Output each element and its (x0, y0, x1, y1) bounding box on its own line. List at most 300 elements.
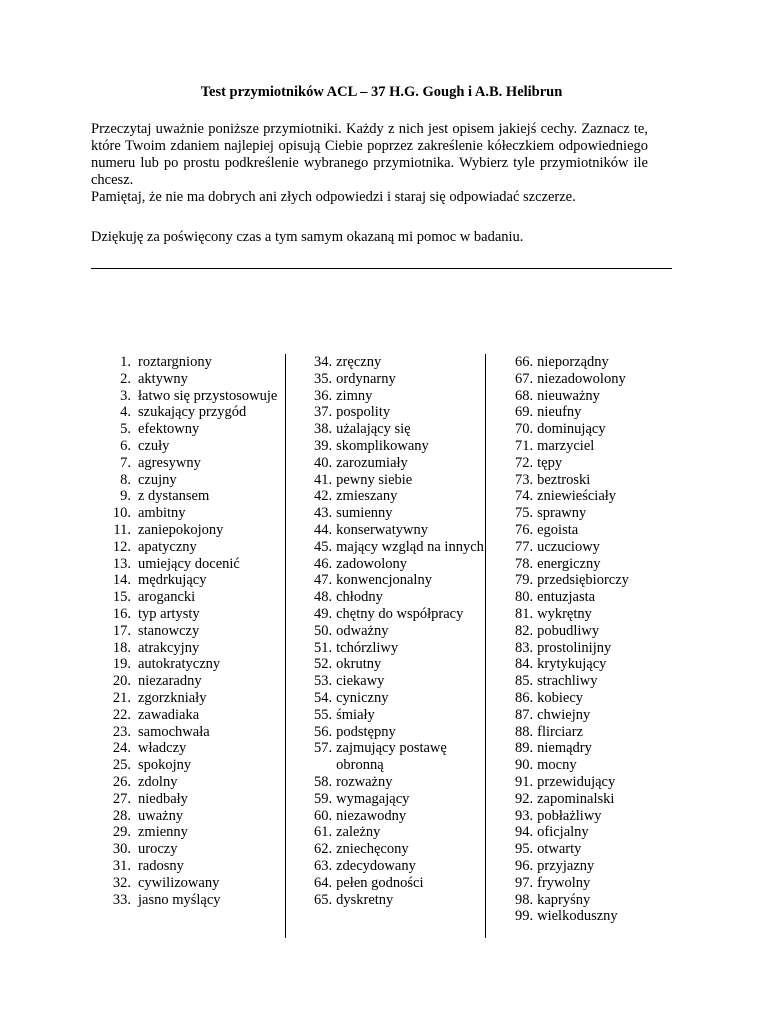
item-number[interactable]: 12. (112, 538, 131, 555)
adjective-label[interactable]: kapryśny (537, 891, 591, 908)
adjective-item[interactable] (108, 455, 278, 472)
item-number[interactable]: 75. (515, 505, 534, 522)
adjective-label[interactable]: zimny (336, 387, 373, 404)
adjective-label[interactable]: uroczy (138, 841, 178, 858)
item-number[interactable]: 16. (112, 605, 131, 622)
adjective-label[interactable]: zniewieściały (537, 488, 617, 505)
adjective-label[interactable]: użalający się (336, 421, 411, 438)
adjective-item[interactable] (108, 791, 278, 808)
item-number[interactable]: 87. (515, 706, 534, 723)
item-number[interactable]: 69. (515, 404, 534, 421)
adjective-item[interactable] (314, 421, 486, 438)
adjective-label[interactable]: mocny (537, 757, 577, 774)
adjective-label[interactable]: atrakcyjny (138, 639, 200, 656)
item-number[interactable]: 37. (314, 404, 333, 421)
adjective-label[interactable]: pewny siebie (336, 471, 413, 488)
adjective-label[interactable]: zajmujący postawę obronną (336, 740, 447, 774)
adjective-item[interactable] (108, 505, 278, 522)
item-number[interactable]: 5. (120, 421, 131, 438)
adjective-item[interactable] (515, 606, 650, 623)
adjective-item[interactable] (515, 774, 650, 791)
adjective-label[interactable]: z dystansem (138, 488, 210, 505)
adjective-label[interactable]: dominujący (537, 421, 606, 438)
adjective-item[interactable] (515, 522, 650, 539)
adjective-label[interactable]: egoista (537, 521, 579, 538)
adjective-item[interactable] (314, 371, 486, 388)
adjective-item[interactable] (108, 589, 278, 606)
adjective-item[interactable] (314, 875, 486, 892)
item-number[interactable]: 59. (314, 790, 333, 807)
adjective-label[interactable]: energiczny (537, 555, 601, 572)
adjective-item[interactable] (515, 572, 650, 589)
adjective-label[interactable]: konwencjonalny (336, 572, 432, 589)
item-number[interactable]: 51. (314, 639, 333, 656)
adjective-label[interactable]: zmienny (138, 824, 188, 841)
adjective-label[interactable]: nieufny (537, 404, 582, 421)
item-number[interactable]: 38. (314, 421, 333, 438)
adjective-item[interactable] (108, 472, 278, 489)
adjective-item[interactable] (108, 354, 278, 371)
adjective-label[interactable]: niezaradny (138, 673, 202, 690)
adjective-item[interactable] (515, 556, 650, 573)
adjective-item[interactable] (108, 892, 278, 909)
adjective-label[interactable]: nieuważny (537, 387, 600, 404)
item-number[interactable]: 14. (112, 572, 131, 589)
item-number[interactable]: 26. (112, 773, 131, 790)
item-number[interactable]: 24. (112, 740, 131, 757)
adjective-label[interactable]: spokojny (138, 757, 192, 774)
adjective-item[interactable] (108, 438, 278, 455)
adjective-label[interactable]: odważny (336, 622, 389, 639)
adjective-label[interactable]: zdecydowany (336, 857, 416, 874)
adjective-item[interactable] (515, 690, 650, 707)
adjective-label[interactable]: entuzjasta (537, 589, 596, 606)
adjective-item[interactable] (314, 640, 486, 657)
adjective-item[interactable] (314, 774, 486, 791)
adjective-item[interactable] (314, 623, 486, 640)
adjective-label[interactable]: czuły (138, 437, 170, 454)
adjective-label[interactable]: wielkoduszny (537, 908, 618, 925)
item-number[interactable]: 54. (314, 689, 333, 706)
item-number[interactable]: 71. (515, 437, 534, 454)
adjective-label[interactable]: tchórzliwy (336, 639, 399, 656)
adjective-item[interactable] (108, 371, 278, 388)
item-number[interactable]: 15. (112, 589, 131, 606)
item-number[interactable]: 85. (515, 673, 534, 690)
adjective-item[interactable] (515, 640, 650, 657)
adjective-item[interactable] (314, 438, 486, 455)
adjective-label[interactable]: okrutny (336, 656, 382, 673)
item-number[interactable]: 28. (112, 807, 131, 824)
adjective-item[interactable] (108, 673, 278, 690)
adjective-item[interactable] (314, 673, 486, 690)
adjective-item[interactable] (314, 791, 486, 808)
adjective-item[interactable] (314, 589, 486, 606)
adjective-label[interactable]: szukający przygód (138, 404, 247, 421)
item-number[interactable]: 89. (515, 740, 534, 757)
adjective-label[interactable]: niezawodny (336, 807, 407, 824)
item-number[interactable]: 30. (112, 841, 131, 858)
adjective-label[interactable]: zapominalski (537, 790, 615, 807)
adjective-label[interactable]: ciekawy (336, 673, 385, 690)
adjective-label[interactable]: pobłażliwy (537, 807, 602, 824)
adjective-label[interactable]: przyjazny (537, 857, 595, 874)
adjective-label[interactable]: pobudliwy (537, 622, 600, 639)
adjective-item[interactable] (515, 623, 650, 640)
adjective-item[interactable] (108, 656, 278, 673)
adjective-label[interactable]: prostolinijny (537, 639, 612, 656)
item-number[interactable]: 93. (515, 807, 534, 824)
adjective-label[interactable]: stanowczy (138, 622, 200, 639)
adjective-item[interactable] (314, 404, 486, 421)
item-number[interactable]: 23. (112, 723, 131, 740)
item-number[interactable]: 4. (120, 404, 131, 421)
adjective-item[interactable] (314, 572, 486, 589)
item-number[interactable]: 77. (515, 538, 534, 555)
adjective-label[interactable]: uczuciowy (537, 538, 600, 555)
adjective-item[interactable] (108, 707, 278, 724)
item-number[interactable]: 67. (515, 370, 534, 387)
adjective-item[interactable] (515, 858, 650, 875)
item-number[interactable]: 70. (515, 421, 534, 438)
item-number[interactable]: 91. (515, 773, 534, 790)
adjective-item[interactable] (314, 707, 486, 724)
item-number[interactable]: 8. (120, 471, 131, 488)
item-number[interactable]: 44. (314, 521, 333, 538)
adjective-item[interactable] (108, 606, 278, 623)
adjective-label[interactable]: marzyciel (537, 437, 595, 454)
adjective-label[interactable]: zgorzkniały (138, 689, 207, 706)
adjective-label[interactable]: zniechęcony (336, 841, 409, 858)
adjective-item[interactable] (108, 421, 278, 438)
adjective-label[interactable]: sprawny (537, 505, 587, 522)
item-number[interactable]: 1. (120, 354, 131, 370)
adjective-label[interactable]: chętny do współpracy (336, 605, 464, 622)
item-number[interactable]: 90. (515, 757, 534, 774)
adjective-item[interactable] (314, 858, 486, 875)
adjective-label[interactable]: otwarty (537, 841, 582, 858)
item-number[interactable]: 79. (515, 572, 534, 589)
item-number[interactable]: 98. (515, 891, 534, 908)
item-number[interactable]: 99. (515, 908, 534, 925)
adjective-item[interactable] (108, 640, 278, 657)
adjective-label[interactable]: typ artysty (138, 605, 200, 622)
adjective-item[interactable] (515, 472, 650, 489)
adjective-label[interactable]: strachliwy (537, 673, 598, 690)
item-number[interactable]: 62. (314, 841, 333, 858)
adjective-label[interactable]: podstępny (336, 723, 396, 740)
item-number[interactable]: 18. (112, 639, 131, 656)
adjective-item[interactable] (314, 388, 486, 405)
adjective-label[interactable]: aktywny (138, 370, 188, 387)
adjective-label[interactable]: konserwatywny (336, 521, 428, 538)
adjective-label[interactable]: zręczny (336, 354, 382, 370)
adjective-label[interactable]: samochwała (138, 723, 210, 740)
adjective-item[interactable] (108, 875, 278, 892)
item-number[interactable]: 80. (515, 589, 534, 606)
adjective-label[interactable]: roztargniony (138, 354, 212, 370)
adjective-label[interactable]: apatyczny (138, 538, 197, 555)
item-number[interactable]: 47. (314, 572, 333, 589)
adjective-item[interactable] (515, 505, 650, 522)
adjective-label[interactable]: zaniepokojony (138, 521, 224, 538)
item-number[interactable]: 58. (314, 773, 333, 790)
adjective-label[interactable]: niezadowolony (537, 370, 626, 387)
item-number[interactable]: 6. (120, 437, 131, 454)
adjective-item[interactable] (108, 539, 278, 556)
adjective-item[interactable] (314, 841, 486, 858)
item-number[interactable]: 27. (112, 790, 131, 807)
adjective-item[interactable] (108, 388, 278, 405)
adjective-label[interactable]: niemądry (537, 740, 592, 757)
adjective-item[interactable] (314, 539, 486, 556)
adjective-item[interactable] (515, 404, 650, 421)
item-number[interactable]: 56. (314, 723, 333, 740)
adjective-label[interactable]: zależny (336, 824, 381, 841)
adjective-item[interactable] (314, 724, 486, 741)
adjective-item[interactable] (515, 791, 650, 808)
item-number[interactable]: 7. (120, 454, 131, 471)
adjective-item[interactable] (108, 858, 278, 875)
adjective-item[interactable] (515, 908, 650, 925)
adjective-item[interactable] (515, 455, 650, 472)
item-number[interactable]: 86. (515, 689, 534, 706)
item-number[interactable]: 64. (314, 874, 333, 891)
adjective-item[interactable] (314, 522, 486, 539)
item-number[interactable]: 40. (314, 454, 333, 471)
adjective-label[interactable]: skomplikowany (336, 437, 429, 454)
adjective-item[interactable] (314, 606, 486, 623)
adjective-item[interactable] (314, 690, 486, 707)
item-number[interactable]: 92. (515, 790, 534, 807)
item-number[interactable]: 3. (120, 387, 131, 404)
adjective-item[interactable] (108, 404, 278, 421)
adjective-item[interactable] (515, 824, 650, 841)
adjective-label[interactable]: pełen godności (336, 874, 424, 891)
item-number[interactable]: 82. (515, 622, 534, 639)
adjective-label[interactable]: łatwo się przystosowuje (138, 387, 278, 404)
item-number[interactable]: 83. (515, 639, 534, 656)
adjective-item[interactable] (314, 472, 486, 489)
item-number[interactable]: 50. (314, 622, 333, 639)
item-number[interactable]: 52. (314, 656, 333, 673)
adjective-label[interactable]: radosny (138, 857, 184, 874)
column-divider (285, 354, 286, 938)
adjective-item[interactable] (515, 371, 650, 388)
item-number[interactable]: 20. (112, 673, 131, 690)
adjective-item[interactable] (314, 556, 486, 573)
adjective-item[interactable] (108, 556, 278, 573)
item-number[interactable]: 41. (314, 471, 333, 488)
item-number[interactable]: 42. (314, 488, 333, 505)
adjective-item[interactable] (314, 455, 486, 472)
adjective-item[interactable] (108, 824, 278, 841)
adjective-label[interactable]: flirciarz (537, 723, 584, 740)
item-number[interactable]: 34. (314, 354, 333, 370)
adjective-item[interactable] (515, 808, 650, 825)
adjective-item[interactable] (314, 824, 486, 841)
adjective-label[interactable]: ambitny (138, 505, 186, 522)
adjective-item[interactable] (515, 892, 650, 909)
item-number[interactable]: 19. (112, 656, 131, 673)
adjective-label[interactable]: tępy (537, 454, 563, 471)
adjective-label[interactable]: cywilizowany (138, 874, 220, 891)
adjective-label[interactable]: beztroski (537, 471, 591, 488)
item-number[interactable]: 73. (515, 471, 534, 488)
item-number[interactable]: 57. (314, 740, 333, 757)
item-number[interactable]: 96. (515, 857, 534, 874)
adjective-item[interactable] (108, 572, 278, 589)
adjective-item[interactable] (515, 421, 650, 438)
item-number[interactable]: 76. (515, 521, 534, 538)
adjective-item[interactable] (108, 841, 278, 858)
adjective-label[interactable]: pospolity (336, 404, 391, 421)
adjective-item[interactable] (108, 522, 278, 539)
adjective-item[interactable] (314, 505, 486, 522)
item-number[interactable]: 21. (112, 689, 131, 706)
item-number[interactable]: 31. (112, 857, 131, 874)
item-number[interactable]: 49. (314, 605, 333, 622)
adjective-label[interactable]: chłodny (336, 589, 383, 606)
item-number[interactable]: 46. (314, 555, 333, 572)
instructions (91, 121, 648, 206)
adjective-label[interactable]: ordynarny (336, 370, 396, 387)
adjective-item[interactable] (515, 656, 650, 673)
item-number[interactable]: 95. (515, 841, 534, 858)
item-number[interactable]: 84. (515, 656, 534, 673)
adjective-label[interactable]: oficjalny (537, 824, 589, 841)
item-number[interactable]: 17. (112, 622, 131, 639)
adjective-label[interactable]: mający wzgląd na innych (336, 538, 484, 555)
adjective-item[interactable] (314, 740, 486, 774)
item-number[interactable]: 68. (515, 387, 534, 404)
item-number[interactable]: 36. (314, 387, 333, 404)
item-number[interactable]: 53. (314, 673, 333, 690)
adjective-label[interactable]: zarozumiały (336, 454, 408, 471)
adjective-label[interactable]: autokratyczny (138, 656, 221, 673)
adjective-label[interactable]: cyniczny (336, 689, 389, 706)
adjective-item[interactable] (314, 892, 486, 909)
adjective-item[interactable] (108, 488, 278, 505)
item-number[interactable]: 60. (314, 807, 333, 824)
adjective-label[interactable]: wymagający (336, 790, 410, 807)
item-number[interactable]: 10. (112, 505, 131, 522)
adjective-label[interactable]: kobiecy (537, 689, 584, 706)
adjective-item[interactable] (515, 539, 650, 556)
item-number[interactable]: 13. (112, 555, 131, 572)
adjective-label[interactable]: dyskretny (336, 891, 394, 908)
adjective-label[interactable]: agresywny (138, 454, 201, 471)
adjective-label[interactable]: frywolny (537, 874, 591, 891)
item-number[interactable]: 97. (515, 874, 534, 891)
item-number[interactable]: 35. (314, 370, 333, 387)
item-number[interactable]: 61. (314, 824, 333, 841)
item-number[interactable]: 33. (112, 891, 131, 908)
adjective-label[interactable]: władczy (138, 740, 187, 757)
adjective-item[interactable] (515, 438, 650, 455)
item-number[interactable]: 88. (515, 723, 534, 740)
item-number[interactable]: 72. (515, 454, 534, 471)
adjective-label[interactable]: mędrkujący (138, 572, 207, 589)
adjective-label[interactable]: śmiały (336, 706, 375, 723)
item-number[interactable]: 43. (314, 505, 333, 522)
adjective-item[interactable] (314, 656, 486, 673)
adjective-label[interactable]: wykrętny (537, 605, 592, 622)
adjective-item[interactable] (108, 757, 278, 774)
item-number[interactable]: 48. (314, 589, 333, 606)
adjective-item[interactable] (515, 707, 650, 724)
item-number[interactable]: 45. (314, 538, 333, 555)
adjective-item[interactable] (515, 875, 650, 892)
item-number[interactable]: 65. (314, 891, 333, 908)
item-number[interactable]: 25. (112, 757, 131, 774)
adjective-label[interactable]: zmieszany (336, 488, 398, 505)
adjective-item[interactable] (314, 354, 486, 371)
adjective-label[interactable]: zdolny (138, 773, 178, 790)
adjective-label[interactable]: rozważny (336, 773, 393, 790)
adjective-label[interactable]: chwiejny (537, 706, 591, 723)
adjective-label[interactable]: jasno myślący (138, 891, 221, 908)
adjective-item[interactable] (515, 354, 650, 371)
adjective-item[interactable] (108, 690, 278, 707)
adjective-item[interactable] (515, 488, 650, 505)
adjective-item[interactable] (515, 673, 650, 690)
adjective-label[interactable]: przewidujący (537, 773, 616, 790)
item-number[interactable]: 11. (113, 521, 131, 538)
adjective-item[interactable] (108, 724, 278, 741)
item-number[interactable]: 66. (515, 354, 534, 370)
adjective-label[interactable]: efektowny (138, 421, 200, 438)
item-number[interactable]: 32. (112, 874, 131, 891)
adjective-item[interactable] (515, 841, 650, 858)
adjective-label[interactable]: krytykujący (537, 656, 607, 673)
item-number[interactable]: 94. (515, 824, 534, 841)
adjective-item[interactable] (108, 808, 278, 825)
adjective-label[interactable]: sumienny (336, 505, 393, 522)
adjective-item[interactable] (314, 808, 486, 825)
adjective-label[interactable]: arogancki (138, 589, 196, 606)
adjective-label[interactable]: czujny (138, 471, 177, 488)
item-number[interactable]: 55. (314, 706, 333, 723)
adjective-item[interactable] (515, 589, 650, 606)
item-number[interactable]: 29. (112, 824, 131, 841)
adjective-label[interactable]: zawadiaka (138, 706, 200, 723)
item-number[interactable]: 74. (515, 488, 534, 505)
item-number[interactable]: 63. (314, 857, 333, 874)
item-number[interactable]: 22. (112, 706, 131, 723)
adjective-label[interactable]: uważny (138, 807, 184, 824)
adjective-item[interactable] (515, 740, 650, 757)
adjective-label[interactable]: niedbały (138, 790, 188, 807)
adjective-item[interactable] (515, 724, 650, 741)
item-number[interactable]: 9. (120, 488, 131, 505)
adjective-item[interactable] (515, 757, 650, 774)
adjective-item[interactable] (515, 388, 650, 405)
adjective-label[interactable]: umiejący docenić (138, 555, 240, 572)
adjective-label[interactable]: nieporządny (537, 354, 609, 370)
item-number[interactable]: 78. (515, 555, 534, 572)
adjective-item[interactable] (108, 774, 278, 791)
adjective-item[interactable] (108, 623, 278, 640)
item-number[interactable]: 81. (515, 605, 534, 622)
item-number[interactable]: 39. (314, 437, 333, 454)
adjective-label[interactable]: przedsiębiorczy (537, 572, 629, 589)
document-title: Test przymiotników ACL – 37 H.G. Gough i A.B. Helibrun (200, 84, 563, 100)
adjective-item[interactable] (314, 488, 486, 505)
adjective-label[interactable]: zadowolony (336, 555, 407, 572)
item-number[interactable]: 2. (120, 370, 131, 387)
adjective-item[interactable] (108, 740, 278, 757)
